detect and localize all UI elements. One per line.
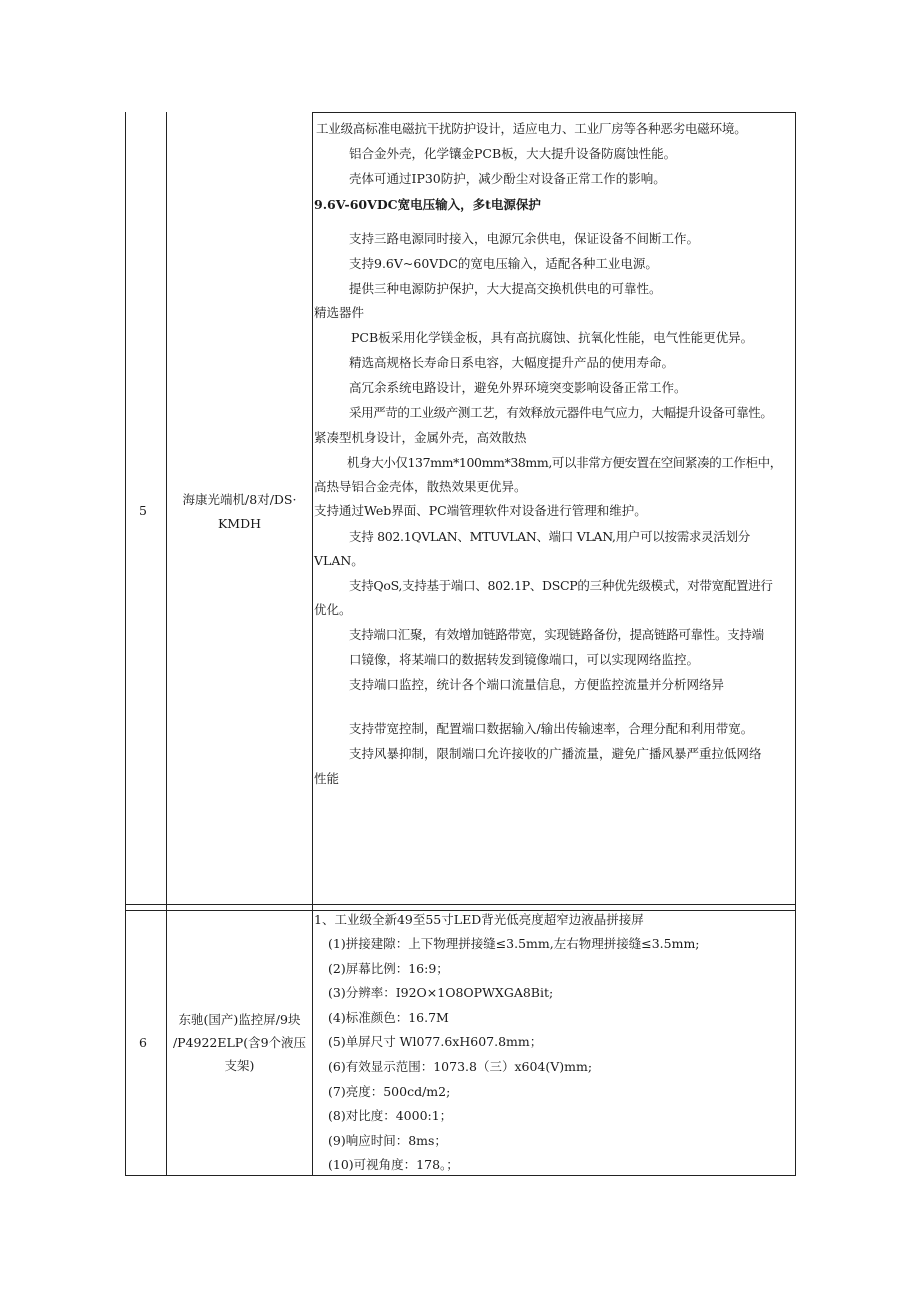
spec-line: 高热导铝合金壳体，散热效果更优异。 (314, 479, 527, 494)
product-name (167, 1012, 312, 1074)
spec-line: 壳体可通过IP30防护，减少酚尘对设备正常工作的影响。 (349, 171, 666, 186)
spec-line: (10)可视角度：178。； (328, 1157, 459, 1172)
spec-line: 精选高规格长寿命日系电容，大幅度提升产品的使用寿命。 (349, 355, 675, 370)
spec-line: (8)对比度：4000:1； (328, 1108, 453, 1123)
spec-line: (2)屏幕比例：16:9； (328, 961, 449, 976)
spec-line: 支持 802.1QVLAN、MTUVLAN、端口 VLAN,用户可以按需求灵活划分 (349, 529, 750, 544)
row-number: 6 (139, 1035, 147, 1050)
spec-line: 1、工业级全新49至55寸LED背光低亮度超窄边液晶拼接屏 (314, 912, 644, 927)
spec-line: (6)有效显示范围：1073.8（三）x604(V)mm; (328, 1059, 593, 1074)
row-divider-bottom (125, 910, 796, 911)
spec-line: (7)亮度：500cd/m2; (328, 1084, 451, 1099)
spec-heading: 精选器件 (314, 305, 365, 320)
spec-line: 支持三路电源同时接入，电源冗余供电，保证设备不间断工作。 (349, 231, 700, 246)
spec-line: 支持端口监控，统计各个端口流量信息，方便监控流量并分析网络异 (349, 677, 725, 692)
spec-line: 工业级高标准电磁抗干扰防护设计，适应电力、工业厂房等各种恶劣电磁环境。 (316, 121, 747, 136)
row-number: 5 (139, 503, 147, 518)
spec-heading: 紧凑型机身设计，金属外壳，高效散热 (314, 430, 527, 445)
spec-line: 支持带宽控制，配置端口数据输入/输出传输速率，合理分配和利用带宽。 (349, 721, 754, 736)
spec-line: (1)拼接建隙：上下物理拼接缝≤3.5mm,左右物理拼接缝≤3.5mm; (328, 936, 700, 951)
product-name-line: KMDH (217, 516, 262, 531)
product-name-line: /P4922ELP(含9个液压 (172, 1035, 307, 1050)
spec-line: 性能 (314, 771, 340, 786)
table-border-right (795, 112, 796, 1176)
spec-line: (9)响应时间：8ms； (328, 1133, 447, 1148)
spec-line: 支持风暴抑制，限制端口允许接收的广播流量，避免广播风暴严重拉低网络 (349, 746, 762, 761)
spec-line: 提供三种电源防护保护，大大提高交换机供电的可靠性。 (349, 281, 662, 296)
spec-line: 支持QoS,支持基于端口、802.1P、DSCP的三种优先级模式，对带宽配置进行 (349, 578, 773, 593)
product-name-line: 海康光端机/8对/DS· (182, 492, 297, 507)
table-border-bottom (125, 1175, 796, 1176)
spec-heading: 9.6V-60VDC宽电压输入，多t电源保护 (314, 197, 541, 212)
spec-line: 优化。 (314, 602, 352, 617)
product-name (167, 492, 312, 532)
spec-line: 口镜像，将某端口的数据转发到镜像端口，可以实现网络监控。 (349, 652, 700, 667)
spec-line: 机身大小仅137mm*100mm*38mm,可以非常方便安置在空间紧凑的工作柜中， (347, 455, 782, 470)
spec-line: (5)单屏尺寸 Wl077.6xH607.8mm； (328, 1034, 543, 1049)
table-border-left (125, 112, 126, 1176)
spec-line: PCB板采用化学镁金板，具有高抗腐蚀、抗氧化性能，电气性能更优异。 (351, 330, 754, 345)
spec-line: 采用严苛的工业级产测工艺，有效释放元器件电气应力，大幅提升设备可靠性。 (349, 405, 773, 420)
table-border-col2 (312, 112, 313, 1176)
spec-line: 铝合金外壳，化学镶金PCB板，大大提升设备防腐蚀性能。 (349, 146, 677, 161)
spec-line: 支持9.6V~60VDC的宽电压输入，适配各种工业电源。 (349, 256, 658, 271)
spec-line: (3)分辨率：I92O×1O8OPWXGA8Bit; (328, 985, 554, 1000)
row-divider-top (125, 904, 796, 905)
spec-line: (4)标准颜色：16.7M (328, 1010, 449, 1025)
spec-line: 支持通过Web界面、PC端管理软件对设备进行管理和维护。 (314, 503, 647, 518)
product-name-line: 支架) (224, 1058, 255, 1073)
row5-top-border (312, 112, 796, 113)
product-name-line: 东驰(国产)监控屏/9块 (178, 1012, 301, 1027)
spec-line: 支持端口汇聚，有效增加链路带宽，实现链路备份，提高链路可靠性。支持端 (349, 627, 764, 642)
spec-line: 高冗余系统电路设计，避免外界环境突变影响设备正常工作。 (349, 380, 687, 395)
spec-line: VLAN。 (314, 553, 364, 568)
